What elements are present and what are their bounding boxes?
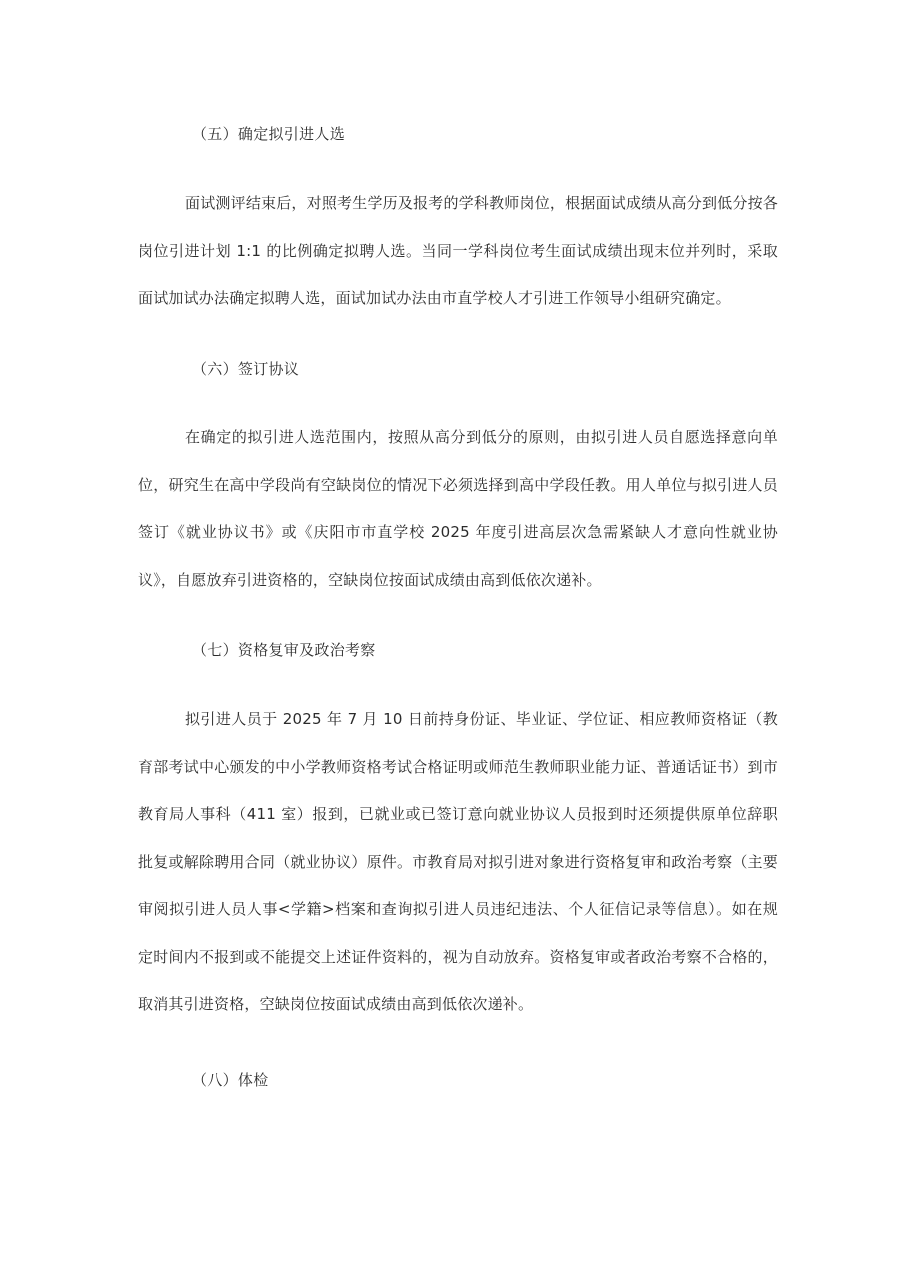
section-paragraph-5: 面试测评结束后，对照考生学历及报考的学科教师岗位，根据面试成绩从高分到低分按各岗位引进计划 1:1 的比例确定拟聘人选。当同一学科岗位考生面试成绩出现末位并列时，采取面试加试办法确定拟聘人选，面试加试办法由市直学校人才引进工作领导小组研究确定。 [138,194,778,307]
section-heading-7: （七）资格复审及政治考察 [192,641,376,659]
section-paragraph-6: 在确定的拟引进人选范围内，按照从高分到低分的原则，由拟引进人员自愿选择意向单位，研究生在高中学段尚有空缺岗位的情况下必须选择到高中学段任教。用人单位与拟引进人员签订《就业协议书》或《庆阳市市直学校 2025 年度引进高层次急需紧缺人才意向性就业协议》，自愿放弃引进资格的，空缺岗位按面试成绩由高到低依次递补。 [138,428,778,589]
section-heading-6: （六）签订协议 [192,360,300,378]
section-heading-5: （五）确定拟引进人选 [192,125,346,143]
section-heading-8: （八）体检 [192,1071,269,1089]
section-paragraph-7: 拟引进人员于 2025 年 7 月 10 日前持身份证、毕业证、学位证、相应教师资格证（教育部考试中心颁发的中小学教师资格考试合格证明或师范生教师职业能力证、普通话证书）到市教育局人事科（411 室）报到，已就业或已签订意向就业协议人员报到时还须提供原单位辞职批复或解除聘用合同（就业协议）原件。市教育局对拟引进对象进行资格复审和政治考察（主要审阅拟引进人员人事<学籍>档案和查询拟引进人员违纪违法、个人征信记录等信息）。如在规定时间内不报到或不能提交上述证件资料的，视为自动放弃。资格复审或者政治考察不合格的，取消其引进资格，空缺岗位按面试成绩由高到低依次递补。 [138,710,778,1013]
